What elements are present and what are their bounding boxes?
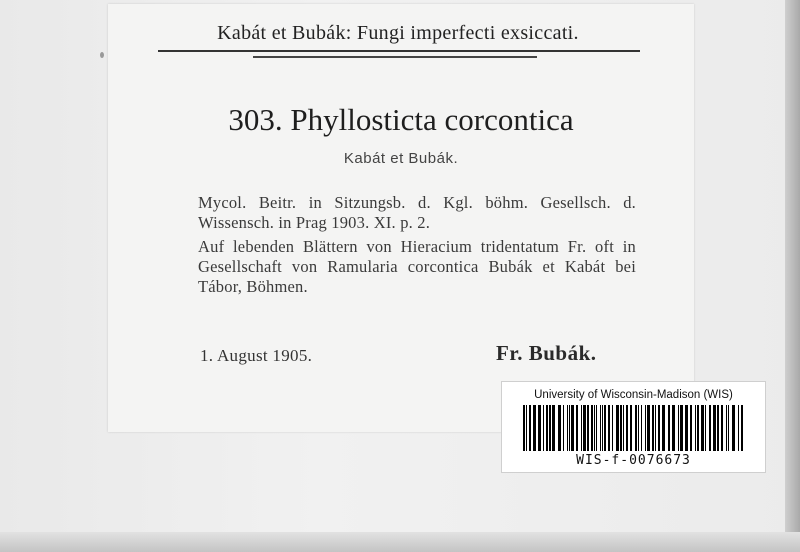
barcode-institution: University of Wisconsin-Madison (WIS) — [534, 389, 733, 401]
collector-name: Fr. Bubák. — [496, 341, 597, 365]
barcode-label — [501, 381, 766, 473]
collection-date: 1. August 1905. — [200, 346, 313, 365]
collection-header: Kabát et Bubák: Fungi imperfecti exsiccati. — [217, 22, 579, 44]
paper-speck — [100, 52, 104, 58]
literature-reference: Mycol. Beitr. in Sitzungsb. d. Kgl. böhm. Gesellsch. d. Wissensch. in Prag 1903. XI. p. 2. — [198, 193, 636, 232]
habitat-description: Auf lebenden Blättern von Hieracium tridentatum Fr. oft in Gesellschaft von Ramularia corcontica Bubák et Kabát bei Tábor, Böhmen. — [198, 237, 636, 296]
sheet-edge-right — [785, 0, 800, 552]
barcode-bars — [523, 405, 744, 451]
specimen-label — [108, 4, 694, 432]
sheet-edge-bottom — [0, 532, 800, 552]
header-rule-short — [253, 56, 537, 58]
species-title: 303. Phyllosticta corcontica — [228, 102, 574, 137]
species-author: Kabát et Bubák. — [343, 150, 459, 167]
barcode-catalog-number: WIS-f-0076673 — [576, 453, 691, 468]
header-rule — [158, 50, 640, 52]
